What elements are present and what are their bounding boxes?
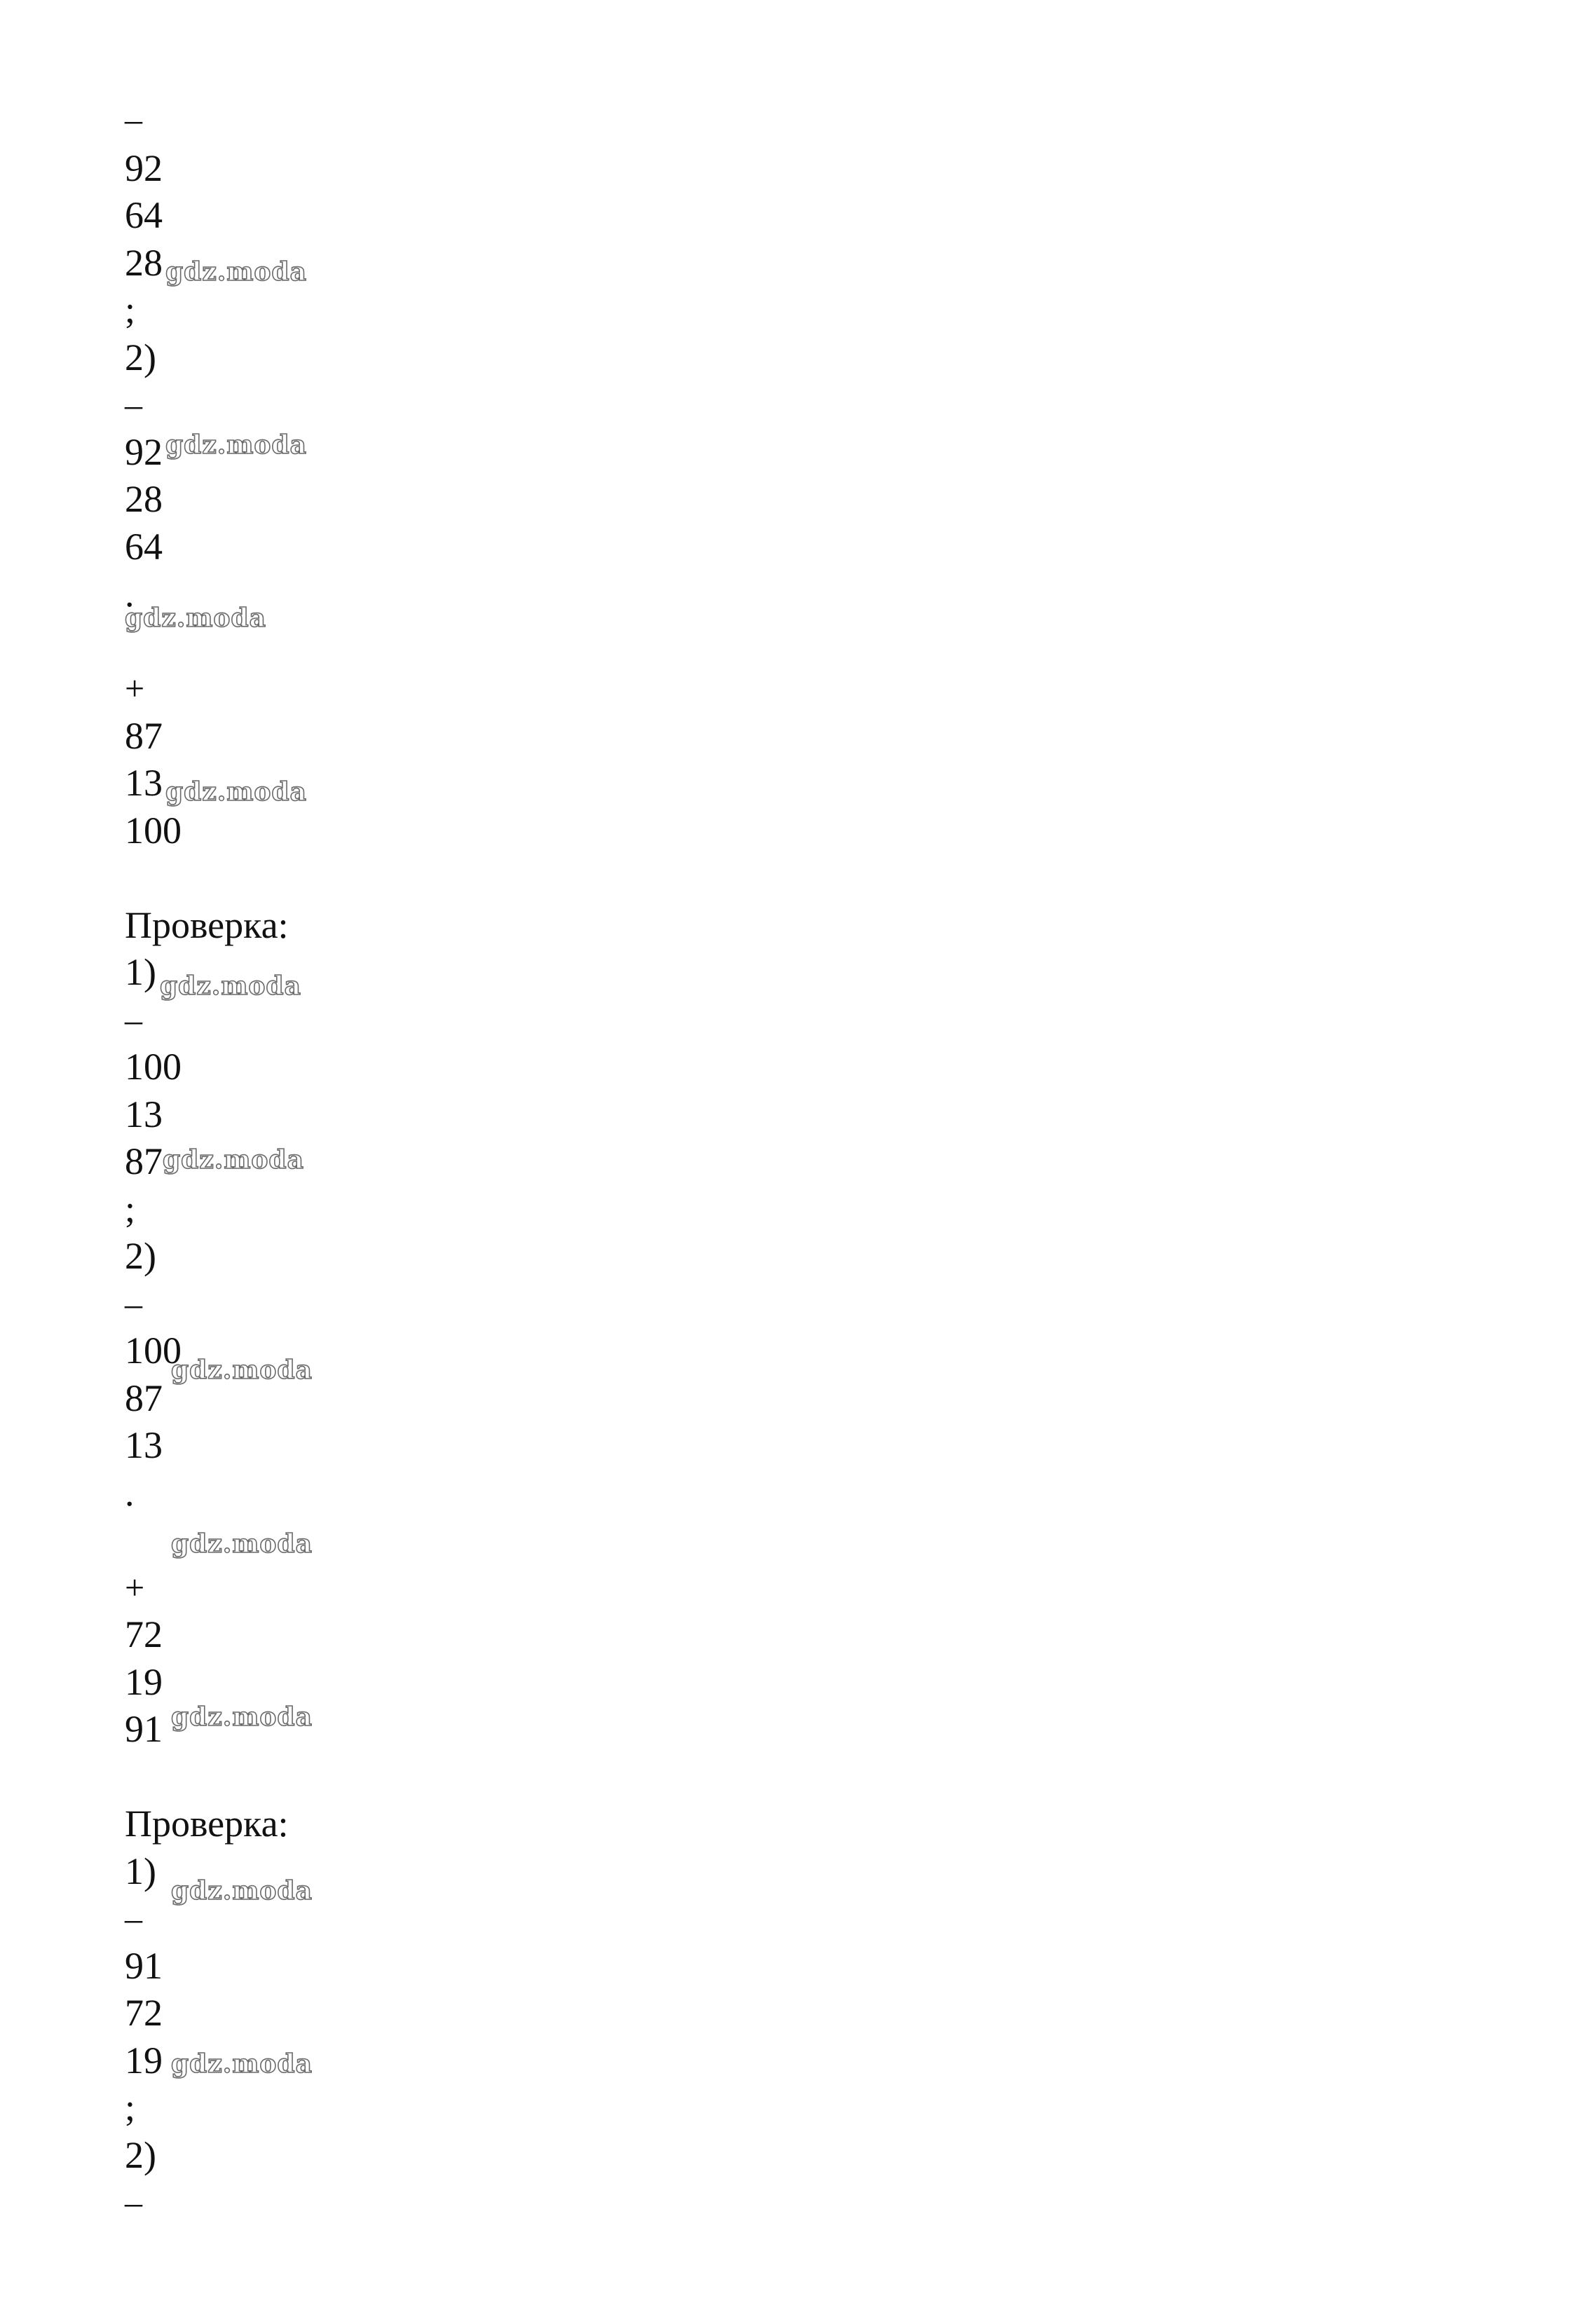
punctuation: ; <box>125 289 136 331</box>
number-line: 19 <box>125 1661 163 1703</box>
number-line: 100 <box>125 1046 182 1088</box>
minus-sign: – <box>125 2182 142 2222</box>
number-line: 13 <box>125 1424 163 1466</box>
number-line: 28 <box>125 478 163 520</box>
check-heading: Проверка: <box>125 904 289 946</box>
plus-sign: + <box>125 1568 145 1607</box>
minus-sign: – <box>125 100 142 139</box>
watermark-logo: gdz.moda <box>171 1529 313 1559</box>
watermark-logo: gdz.moda <box>165 257 307 287</box>
step-number: 1) <box>125 1850 156 1892</box>
number-line: 64 <box>125 526 163 568</box>
number-line: 72 <box>125 1992 163 2034</box>
punctuation: . <box>125 573 135 615</box>
number-line: 28 <box>125 242 163 284</box>
punctuation: ; <box>125 1188 136 1230</box>
watermark-logo: gdz.moda <box>171 1702 313 1732</box>
watermark-logo: gdz.moda <box>165 777 307 807</box>
watermark-logo: gdz.moda <box>163 1145 304 1175</box>
number-line: 92 <box>125 147 163 189</box>
number-line: 72 <box>125 1613 163 1655</box>
punctuation: . <box>125 1472 135 1514</box>
watermark-logo: gdz.moda <box>165 430 307 460</box>
number-line: 100 <box>125 1330 182 1372</box>
watermark-logo: gdz.moda <box>160 971 301 1001</box>
number-line: 92 <box>125 431 163 473</box>
number-line: 87 <box>125 1140 163 1182</box>
number-line: 91 <box>125 1708 163 1750</box>
minus-sign: – <box>125 1284 142 1323</box>
number-line: 19 <box>125 2039 163 2082</box>
watermark-logo: gdz.moda <box>171 2049 313 2079</box>
number-line: 100 <box>125 809 182 852</box>
watermark-logo: gdz.moda <box>125 603 266 633</box>
plus-sign: + <box>125 669 145 708</box>
minus-sign: – <box>125 1899 142 1938</box>
punctuation: ; <box>125 2086 136 2128</box>
number-line: 91 <box>125 1945 163 1987</box>
minus-sign: – <box>125 1000 142 1039</box>
step-number: 2) <box>125 2134 156 2176</box>
watermark-logo: gdz.moda <box>171 1876 313 1906</box>
number-line: 13 <box>125 1093 163 1135</box>
step-number: 2) <box>125 1235 156 1277</box>
number-line: 13 <box>125 762 163 804</box>
step-number: 1) <box>125 951 156 993</box>
check-heading: Проверка: <box>125 1803 289 1845</box>
step-number: 2) <box>125 336 156 378</box>
minus-sign: – <box>125 385 142 424</box>
watermark-logo: gdz.moda <box>171 1355 313 1385</box>
number-line: 87 <box>125 1377 163 1419</box>
number-line: 87 <box>125 715 163 757</box>
number-line: 64 <box>125 194 163 236</box>
